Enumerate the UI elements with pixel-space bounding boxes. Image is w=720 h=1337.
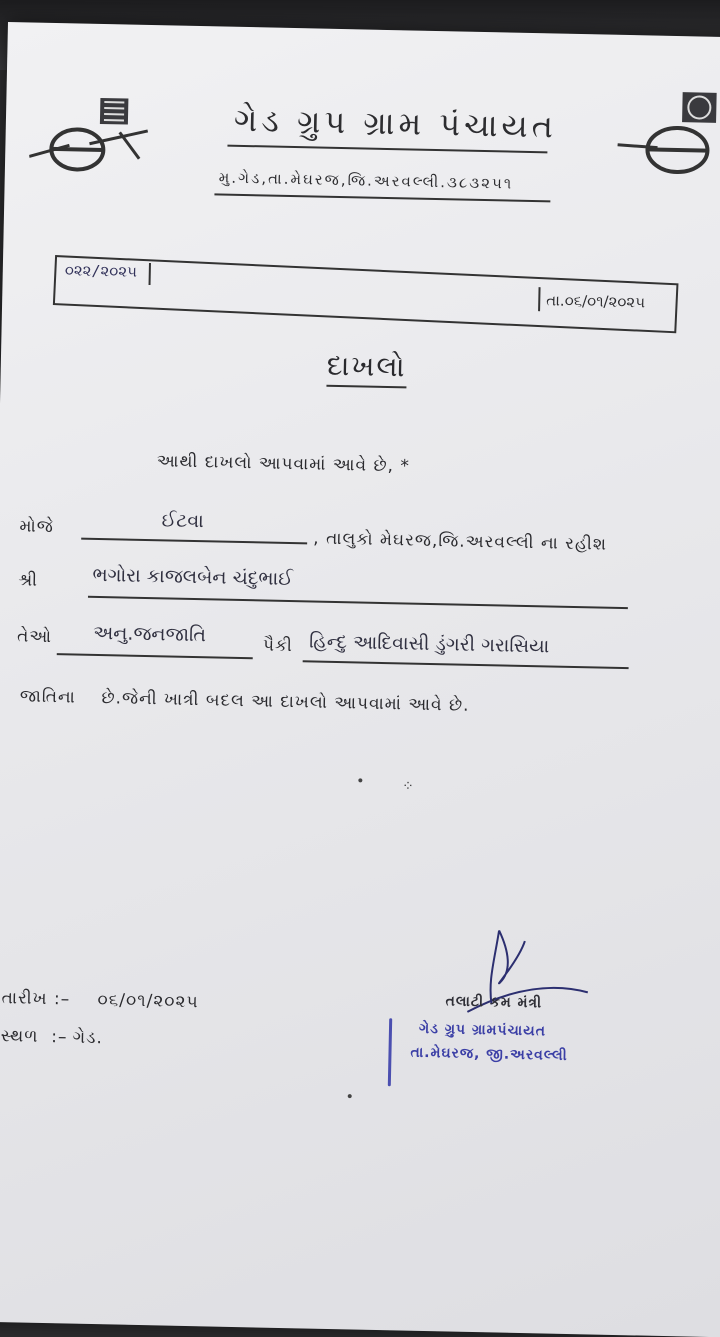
village-label: મોજે: [19, 516, 54, 538]
title-underline: [227, 145, 547, 154]
stamp-taluka: તા.મેઘરજ, જી.અરવલ્લી: [410, 1044, 568, 1064]
stray-dot: ⁘: [401, 778, 414, 795]
village-fill-line: [81, 538, 307, 544]
panchayat-title: ગેડ ગ્રુપ ગ્રામ પંચાયત: [233, 100, 558, 146]
panchayat-emblem-right: [617, 85, 720, 177]
date-label: તારીખ :–: [1, 988, 71, 1010]
closing-line: જાતિના છે.જેની ખાત્રી બદલ આ દાખલો આપવામાં આવે છે.: [19, 686, 470, 716]
caste-value: હિન્દુ આદિવાસી ડુંગરી ગરાસિયા: [308, 630, 550, 658]
name-fill-line: [88, 596, 628, 609]
certificate-paper: [0, 22, 720, 1337]
category-fill-line: [57, 653, 253, 659]
place-label: સ્થળ :–: [0, 1026, 68, 1048]
stray-dot: •: [345, 1089, 354, 1106]
place-value: ગેડ.: [72, 1027, 104, 1049]
name-label: શ્રી: [18, 570, 39, 591]
panchayat-emblem-left: [29, 86, 151, 178]
stamp-designation: તલાટી કમ મંત્રી: [445, 993, 543, 1012]
caste-fill-line: [303, 660, 629, 668]
among-label: પૈકી: [262, 635, 294, 657]
village-suffix: , તાલુકો મેઘરજ,જિ.અરવલ્લી ના રહીશ: [313, 528, 608, 555]
stamp-bar: [388, 1018, 392, 1086]
intro-line: આથી દાખલો આપવામાં આવે છે, *: [156, 451, 411, 477]
category-value: અનુ.જનજાતિ: [92, 621, 207, 647]
stray-dot: •: [356, 773, 365, 790]
reference-number: ૦૨૨/૨૦૨૫: [61, 261, 152, 285]
stamp-panchayat: ગેડ ગ્રુપ ગ્રામપંચાયત: [418, 1020, 547, 1040]
address-underline: [214, 193, 550, 202]
panchayat-address: મુ.ગેડ,તા.મેઘરજ,જિ.અરવલ્લી.૩૮૩૨૫૧: [218, 168, 514, 193]
reference-date: તા.૦૬/૦૧/૨૦૨૫: [538, 287, 651, 313]
certificate-heading: દાખલો: [326, 349, 406, 389]
name-value: ભગોરા કાજલબેન ચંદુભાઈ: [92, 563, 294, 591]
they-label: તેઓ: [16, 626, 53, 648]
village-value: ઈટવા: [161, 509, 205, 533]
date-value: ૦૬/૦૧/૨૦૨૫: [97, 990, 199, 1013]
